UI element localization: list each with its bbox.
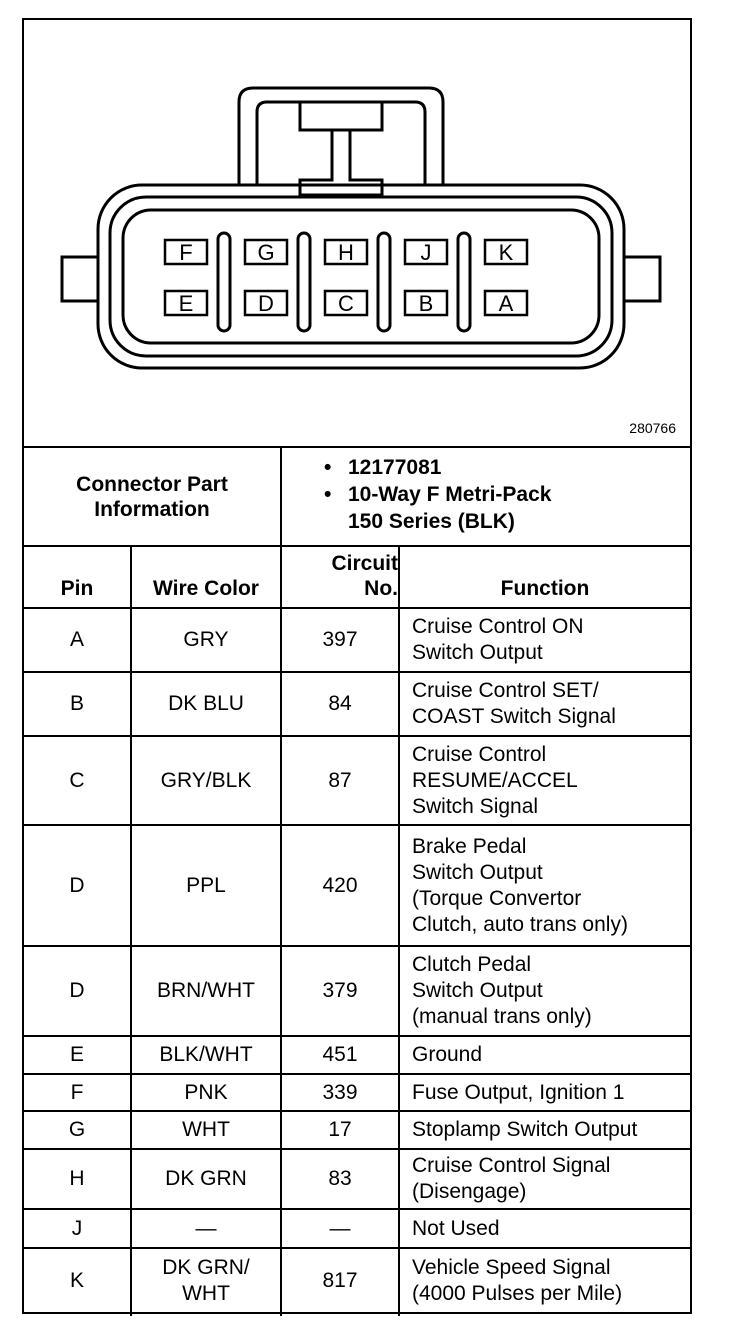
wire-color-cell: BRN/WHT [157, 979, 255, 1002]
pin-cell: E [69, 1043, 84, 1066]
circuit-no-cell: 17 [328, 1118, 352, 1141]
figure-id: 280766 [629, 420, 676, 436]
pin-cell: H [69, 1167, 85, 1190]
pin-label-bottom: C [338, 291, 354, 316]
header-circuit-no: Circuit No. [331, 552, 398, 600]
pin-label-top: G [257, 240, 275, 265]
connector-info-label: Connector Part Information [76, 472, 228, 521]
wire-color-cell: WHT [182, 1118, 230, 1141]
function-cell: Cruise Control Signal (Disengage) [412, 1154, 611, 1203]
circuit-no-cell: 420 [322, 873, 358, 897]
function-cell: Cruise Control ON Switch Output [412, 615, 584, 664]
function-cell: Brake Pedal Switch Output (Torque Convertor Clutch, auto trans only) [412, 834, 628, 936]
pin-label-top: J [420, 240, 432, 265]
header-pin: Pin [60, 577, 94, 600]
function-cell: Vehicle Speed Signal (4000 Pulses per Mile) [412, 1255, 623, 1305]
pin-label-bottom: D [258, 291, 274, 316]
wire-color-cell: PNK [184, 1080, 228, 1104]
pin-label-top: K [498, 240, 514, 265]
function-cell: Clutch Pedal Switch Output (manual trans only) [412, 953, 592, 1028]
connector-face-drawing [24, 20, 690, 448]
circuit-no-cell: 397 [322, 628, 358, 651]
pin-cell: J [71, 1216, 83, 1240]
pin-cell: D [69, 979, 85, 1002]
function-cell: Ground [412, 1043, 483, 1066]
function-cell: Cruise Control RESUME/ACCEL Switch Signal [412, 742, 578, 818]
wire-color-cell: GRY/BLK [160, 768, 252, 792]
pin-label-top: F [179, 240, 193, 265]
pin-cell: K [69, 1268, 84, 1292]
function-cell: Fuse Output, Ignition 1 [412, 1080, 625, 1104]
pin-label-bottom: B [418, 291, 434, 316]
pin-cell: C [69, 768, 85, 792]
wire-color-cell: GRY [183, 628, 229, 651]
function-cell: Stoplamp Switch Output [412, 1118, 638, 1141]
circuit-no-cell: 87 [328, 768, 352, 792]
header-wire-color: Wire Color [153, 577, 259, 600]
pin-label-bottom: E [178, 291, 194, 316]
pin-cell: A [69, 628, 84, 651]
pin-label-bottom: A [498, 291, 514, 316]
pin-cell: F [70, 1080, 84, 1104]
wire-color-cell: DK BLU [168, 692, 244, 715]
wire-color-cell: DK GRN [165, 1167, 247, 1190]
function-cell: Cruise Control SET/ COAST Switch Signal [412, 679, 616, 728]
circuit-no-cell: 83 [328, 1167, 352, 1190]
connector-info-list [324, 454, 551, 535]
circuit-no-cell: 84 [328, 692, 352, 715]
circuit-no-cell: 817 [322, 1268, 358, 1292]
pinout-frame [22, 18, 692, 1314]
circuit-no-cell: 379 [322, 979, 358, 1002]
function-cell: Not Used [412, 1216, 500, 1240]
header-function: Function [500, 577, 590, 600]
info-item: 150 Series (BLK) [348, 510, 515, 533]
pin-cell: D [69, 873, 85, 897]
divider [280, 446, 282, 545]
pin-cell: B [69, 692, 84, 715]
pin-cell: G [68, 1118, 86, 1141]
circuit-no-cell: 451 [322, 1043, 358, 1066]
info-item: • 12177081 [324, 456, 442, 479]
wire-color-cell: BLK/WHT [159, 1043, 253, 1066]
pin-label-top: H [338, 240, 354, 265]
circuit-no-cell: — [329, 1216, 351, 1240]
wire-color-cell: PPL [186, 873, 226, 897]
info-item: • 10-Way F Metri-Pack [324, 483, 552, 506]
circuit-no-cell: 339 [322, 1080, 358, 1104]
wire-color-cell: DK GRN/ WHT [162, 1255, 250, 1305]
connector-diagram [24, 20, 690, 448]
wire-color-cell: — [195, 1216, 217, 1240]
